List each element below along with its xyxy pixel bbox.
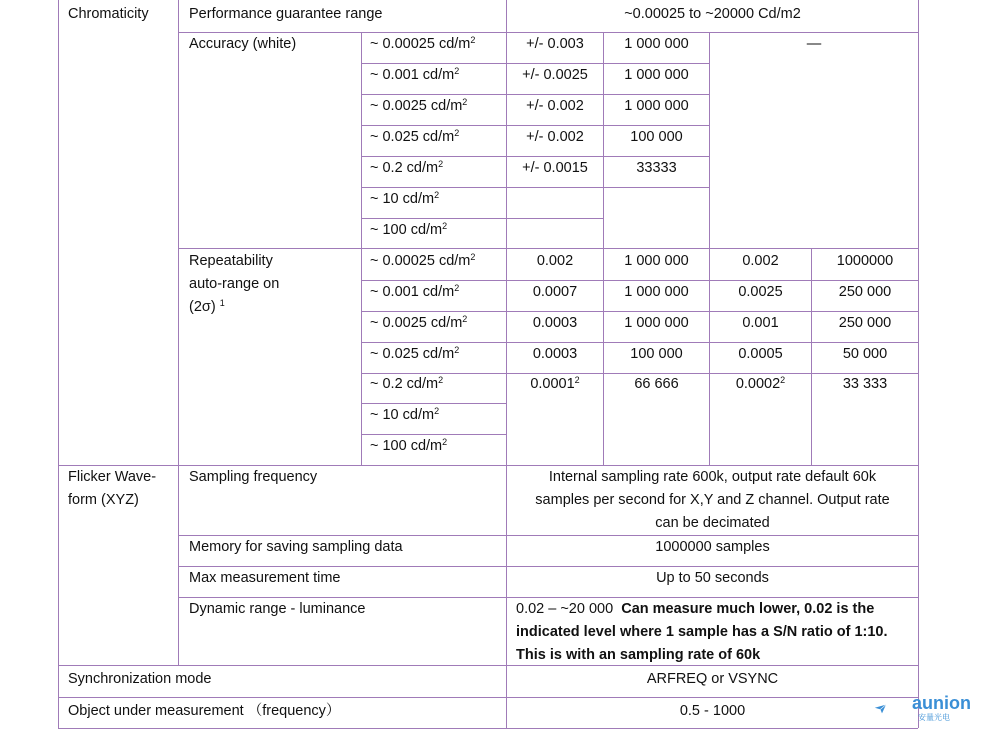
repeatability-range: ~ 0.025 $cd/m^2$ xyxy=(370,345,460,362)
accuracy-count: 1 000 000 xyxy=(624,36,689,52)
repeatability-count-1: 1 000 000 xyxy=(624,284,689,300)
grid-line-h xyxy=(58,665,918,666)
sampling-frequency-value-3: can be decimated xyxy=(655,515,770,531)
repeatability-range: ~ 0.00025 $cd/m^2$ xyxy=(370,252,476,269)
accuracy-value: +/- 0.003 xyxy=(526,36,584,52)
accuracy-value: +/- 0.0015 xyxy=(522,160,588,176)
grid-line-h xyxy=(58,697,918,698)
repeatability-count-2: 33 333 xyxy=(842,376,888,392)
object-value: 0.5 - 1000 xyxy=(679,703,746,719)
memory-label: Memory for saving sampling data xyxy=(189,539,403,555)
repeatability-value-1: 0.0001$^2$ xyxy=(530,375,580,392)
repeatability-value-1: 0.002 xyxy=(536,253,574,269)
repeatability-range: ~ 0.0025 $cd/m^2$ xyxy=(370,314,468,331)
accuracy-range: ~ 0.0025 $cd/m^2$ xyxy=(370,97,468,114)
grid-line-v xyxy=(918,0,919,728)
repeatability-count-1: 1 000 000 xyxy=(624,315,689,331)
accuracy-range: ~ 0.2 $cd/m^2$ xyxy=(370,159,444,176)
repeatability-value-2: 0.002 xyxy=(742,253,779,269)
repeatability-range: ~ 10 $cd/m^2$ xyxy=(370,406,440,423)
accuracy-dash: — xyxy=(806,36,822,52)
accuracy-count: 33333 xyxy=(636,160,677,176)
logo-subtext: 安量光电 xyxy=(918,713,950,722)
repeatability-range: ~ 100 $cd/m^2$ xyxy=(370,437,448,454)
accuracy-range: ~ 0.025 $cd/m^2$ xyxy=(370,128,460,145)
logo-text: aunion xyxy=(912,693,971,713)
sampling-frequency-value-2: samples per second for X,Y and Z channel. Output rate xyxy=(535,492,890,508)
guarantee-label: Performance guarantee range xyxy=(189,6,383,22)
repeatability-count-1: 100 000 xyxy=(630,346,683,362)
accuracy-count: 1 000 000 xyxy=(624,98,689,114)
accuracy-range: ~ 10 $cd/m^2$ xyxy=(370,190,440,207)
accuracy-count: 100 000 xyxy=(630,129,683,145)
sampling-frequency-value-1: Internal sampling rate 600k, output rate default 60k xyxy=(548,469,877,485)
repeatability-count-2: 250 000 xyxy=(838,284,892,300)
accuracy-value: +/- 0.002 xyxy=(526,129,584,145)
accuracy-count: 1 000 000 xyxy=(624,67,689,83)
grid-line-h xyxy=(506,187,709,188)
grid-line-v xyxy=(709,32,710,248)
grid-line-h xyxy=(58,728,918,729)
repeatability-count-1: 1 000 000 xyxy=(624,253,689,269)
dynamic-range-label: Dynamic range - luminance xyxy=(189,601,366,617)
dynamic-range-value-3: This is with an sampling rate of 60k xyxy=(516,647,761,663)
dynamic-range-value-1: 0.02 – ~20 000 Can measure much lower, 0.02 is the xyxy=(516,601,875,617)
chromaticity-label: Chromaticity xyxy=(68,6,149,22)
repeatability-count-1: 66 666 xyxy=(634,376,679,392)
accuracy-value: +/- 0.0025 xyxy=(522,67,588,83)
grid-line-h xyxy=(178,248,918,249)
accuracy-range: ~ 0.00025 $cd/m^2$ xyxy=(370,35,476,52)
max-time-value: Up to 50 seconds xyxy=(656,570,769,586)
grid-line-v xyxy=(58,0,59,728)
flicker-label-2: form (XYZ) xyxy=(68,492,139,508)
aunion-logo-icon xyxy=(874,694,914,724)
accuracy-label: Accuracy (white) xyxy=(189,36,297,52)
dynamic-range-value-2: indicated level where 1 sample has a S/N ratio of 1:10. xyxy=(516,624,888,640)
repeatability-count-2: 50 000 xyxy=(842,346,888,362)
repeatability-value-2: 0.0002$^2$ xyxy=(735,375,786,392)
repeatability-value-1: 0.0003 xyxy=(532,315,578,331)
object-label: Object under measurement （frequency） xyxy=(68,703,341,719)
repeatability-count-2: 1000000 xyxy=(836,253,894,269)
repeatability-value-2: 0.001 xyxy=(742,315,779,331)
repeatability-value-1: 0.0007 xyxy=(532,284,578,300)
accuracy-range: ~ 0.001 $cd/m^2$ xyxy=(370,66,460,83)
repeatability-range: ~ 0.2 $cd/m^2$ xyxy=(370,375,444,392)
repeatability-count-2: 250 000 xyxy=(838,315,892,331)
accuracy-value: +/- 0.002 xyxy=(526,98,584,114)
repeatability-label-2: auto-range on xyxy=(189,276,280,292)
repeatability-label-1: Repeatability xyxy=(189,253,273,269)
repeatability-value-1: 0.0003 xyxy=(532,346,578,362)
flicker-label-1: Flicker Wave- xyxy=(68,469,157,485)
max-time-label: Max measurement time xyxy=(189,570,341,586)
repeatability-value-2: 0.0005 xyxy=(738,346,783,362)
repeatability-value-2: 0.0025 xyxy=(738,284,783,300)
sync-label: Synchronization mode xyxy=(68,671,212,687)
sampling-frequency-label: Sampling frequency xyxy=(189,469,318,485)
accuracy-range: ~ 100 $cd/m^2$ xyxy=(370,221,448,238)
sync-value: ARFREQ or VSYNC xyxy=(646,671,779,687)
guarantee-value: ~0.00025 to ~20000 Cd/m2 xyxy=(624,6,801,22)
repeatability-label-3: (2σ) $^1$ xyxy=(189,298,225,315)
memory-value: 1000000 samples xyxy=(655,539,770,555)
repeatability-range: ~ 0.001 $cd/m^2$ xyxy=(370,283,460,300)
